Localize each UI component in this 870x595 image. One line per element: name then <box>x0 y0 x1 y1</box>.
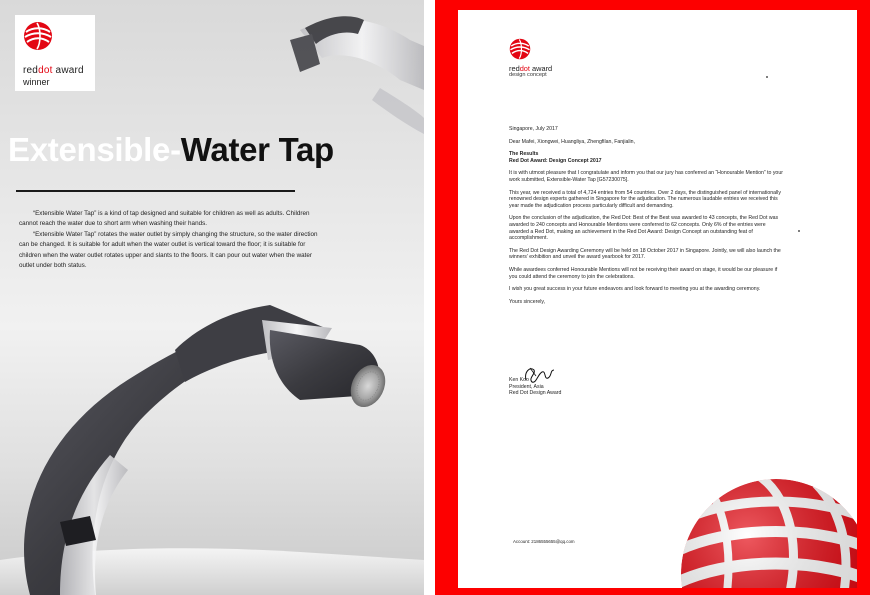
letter-body <box>509 126 784 305</box>
title-divider <box>16 190 295 192</box>
award-poster <box>0 0 424 595</box>
letter-closing: Yours sincerely, <box>509 298 546 305</box>
signer-name: Ken Koo <box>509 377 529 383</box>
poster-paragraph: “Extensible Water Tap” rotates the water outlet by simply changing the structure, so the water direction can be changed. It is suitable for adult when the water outlet is vertical toward the floor; it is suitable for children when the water outlet rotates upper and slants to the floors. It can pour out water when the water outlet under both status. <box>19 230 318 270</box>
letter-paragraph: Upon the conclusion of the adjudication, the Red Dot: Best of the Best was awarded to 43 concepts, the Red Dot was awarded to 240 concepts and Honourable Mentions were conferred to 62 concepts. Only 6% of the entries were awarded a Red Dot, making an achievement in the Red Dot Award: Design Concept an outstanding feat of accomplishment. <box>509 215 779 242</box>
poster-description <box>19 209 319 271</box>
letter-place-date: Singapore, July 2017 <box>509 126 558 132</box>
badge-brand: reddot award <box>23 65 84 76</box>
poster-title-light: Extensible- <box>8 131 181 168</box>
small-tap-icon <box>290 16 424 134</box>
letter-paragraph: It is with utmost pleasure that I congratulate and inform you that our jury has conferred an “Honourable Mention” to your work submitted, Extensible-Water Tap [G57230075]. <box>509 170 783 183</box>
reddot-winner-badge <box>15 15 95 91</box>
poster-paragraph: “Extensible Water Tap” is a kind of tap designed and suitable for children as well as adults. Children cannot reach the water due to short arm when washing their hands. <box>19 210 310 228</box>
letter-paragraph: The Red Dot Design Awarding Ceremony will be held on 18 October 2017 in Singapore. Jointly, we will also launch the winners’ exhibition and unveil the award yearbook for 2017. <box>509 247 781 261</box>
poster-title-dark: Water Tap <box>180 131 334 168</box>
signer-organization: Red Dot Design Award <box>509 390 562 397</box>
letter-subheading: Red Dot Award: Design Concept 2017 <box>509 157 602 164</box>
letter-paragraph: I wish you great success in your future endeavors and look forward to meeting you at the awarding ceremony. <box>509 286 761 293</box>
letter-heading: The Results <box>509 151 539 158</box>
red-dot-logo-icon <box>509 38 531 60</box>
signer-title: President, Asia <box>509 383 544 390</box>
letter-paragraph: This year, we received a total of 4,724 entries from 54 countries. Over 2 days, the distinguished panel of internationally renowned design experts gathered in Singapore for the adjudication. The numerous laudable entries we received this year made the adjudication process particularly difficult and demanding. <box>509 189 781 209</box>
scan-speck <box>766 76 768 78</box>
letter-brand: reddot award <box>509 64 553 73</box>
letter-brand-subtitle: design concept <box>509 72 547 78</box>
poster-title <box>8 131 334 169</box>
award-letter <box>458 10 857 588</box>
scan-speck <box>798 230 800 232</box>
account-note: Account: 2186555655@qq.com <box>513 539 575 544</box>
badge-subtitle: winner <box>23 77 50 87</box>
red-dot-logo-icon <box>23 21 53 51</box>
letter-paragraph: While awardees conferred Honourable Mentions will not be receiving their award on stage, it would be our pleasure if you could attend the ceremony to join the celebrations. <box>509 266 778 280</box>
red-dot-sphere-graphic <box>666 464 857 588</box>
letter-salutation: Dear Mafei, Xiongwei, Huangliya, Zhengfilan, Fanjialin, <box>509 138 636 145</box>
signature-block <box>509 377 561 397</box>
